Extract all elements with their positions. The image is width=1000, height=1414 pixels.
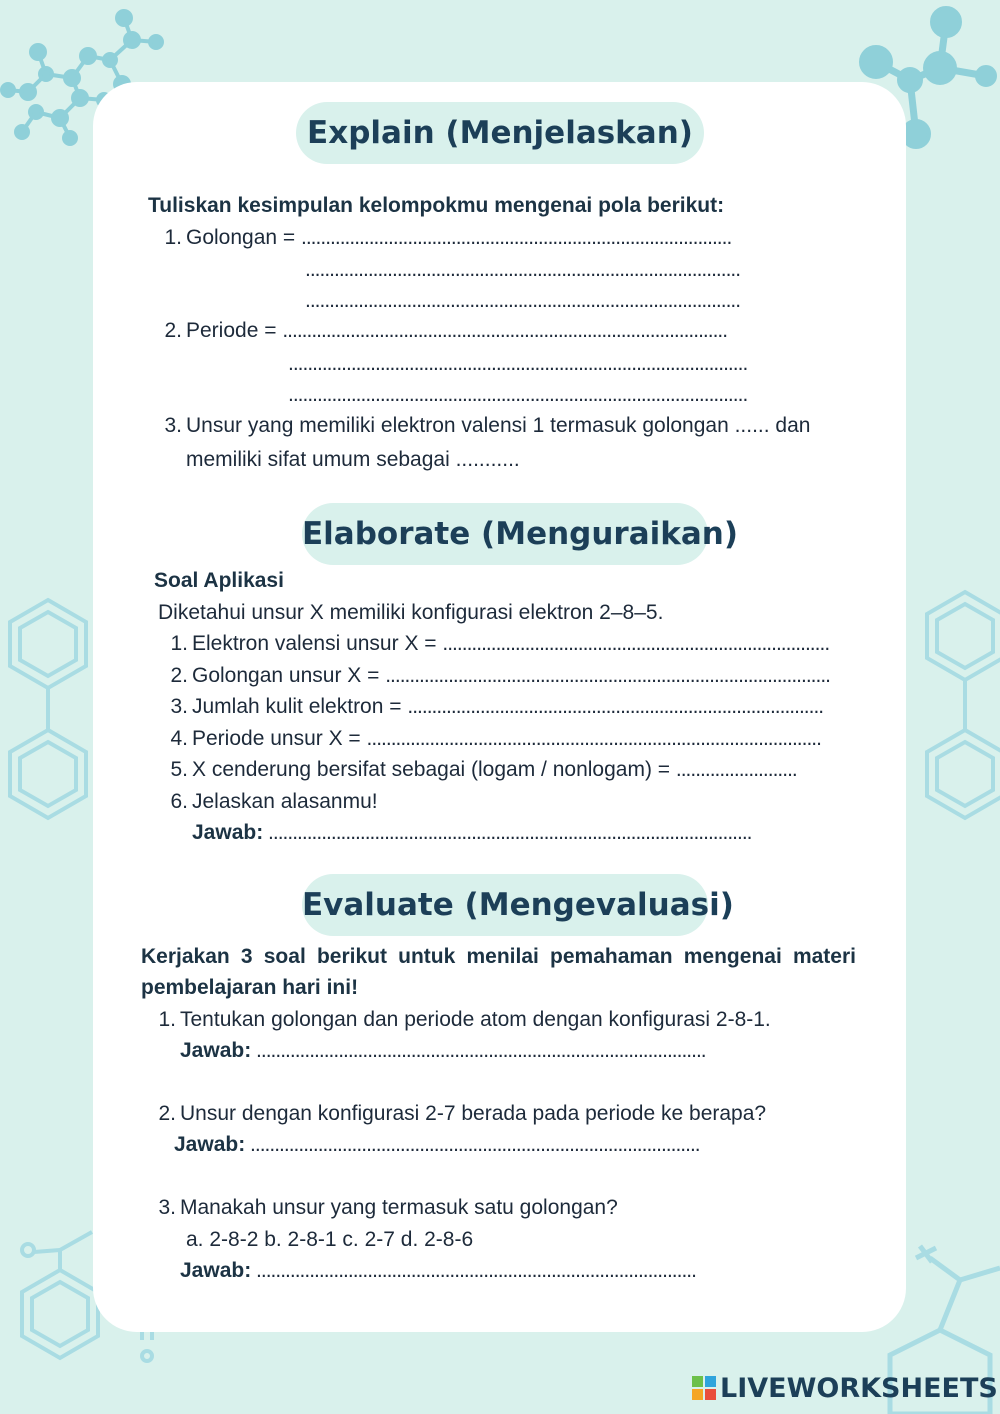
elaborate-item-3	[166, 692, 823, 722]
item-text: X cenderung bersifat sebagai (logam / nonlogam) =	[192, 758, 676, 781]
elaborate-item-1	[166, 629, 829, 659]
liveworksheets-watermark	[692, 1374, 998, 1404]
explain-item-3	[160, 411, 810, 441]
question-text: Manakah unsur yang termasuk satu golongan?	[180, 1196, 618, 1219]
answer-blank[interactable]: ............................................................................................	[282, 319, 728, 342]
elaborate-item-4	[166, 724, 821, 754]
elaborate-subtitle: Soal Aplikasi	[154, 569, 284, 592]
item-number: 4.	[170, 727, 188, 750]
evaluate-question-3-options: a. 2-8-2 b. 2-8-1 c. 2-7 d. 2-8-6	[186, 1228, 474, 1251]
elaborate-intro: Diketahui unsur X memiliki konfigurasi elektron 2–8–5.	[158, 601, 664, 624]
answer-blank[interactable]: .........................	[675, 758, 797, 781]
evaluate-instruction: Kerjakan 3 soal berikut untuk menilai pemahaman mengenai materi	[141, 945, 856, 968]
evaluate-question-3	[154, 1193, 618, 1223]
elaborate-item-6	[166, 787, 378, 817]
answer-blank[interactable]: ...........................................................................................	[251, 1259, 696, 1282]
answer-blank[interactable]: ............................................................................................	[385, 664, 830, 687]
evaluate-instruction-continued: pembelajaran hari ini!	[141, 976, 359, 999]
item-number: 2.	[164, 319, 182, 342]
answer-label: Jawab:	[174, 1133, 246, 1156]
item-number: 2.	[170, 664, 188, 687]
item-label: Periode =	[186, 319, 283, 342]
answer-blank[interactable]: ...............................................................................................	[288, 383, 748, 406]
item-number: 1.	[164, 226, 182, 249]
answer-blank[interactable]: ................................................................................	[442, 632, 830, 655]
evaluate-answer-1	[180, 1036, 706, 1066]
item-text: Elektron valensi unsur X =	[192, 632, 443, 655]
explain-item-1	[160, 223, 731, 253]
item-number: 3.	[164, 414, 182, 437]
evaluate-question-1	[154, 1005, 771, 1035]
answer-label: Jawab:	[192, 821, 264, 844]
elaborate-item-2	[166, 661, 830, 691]
item-number: 2.	[158, 1102, 176, 1125]
item-number: 1.	[170, 632, 188, 655]
question-text: Unsur dengan konfigurasi 2-7 berada pada periode ke berapa?	[180, 1102, 767, 1125]
elaborate-answer	[192, 818, 752, 848]
liveworksheets-logo-icon	[692, 1376, 716, 1400]
answer-blank[interactable]: .............................................................................................	[251, 1039, 706, 1062]
answer-label: Jawab:	[180, 1039, 252, 1062]
answer-blank[interactable]: ....................................................................................................	[263, 821, 752, 844]
answer-blank[interactable]: .........................................................................................	[301, 226, 732, 249]
item-text: Periode unsur X =	[192, 727, 367, 750]
item-number: 6.	[170, 790, 188, 813]
evaluate-heading: Evaluate (Mengevaluasi)	[302, 874, 708, 936]
watermark-text: LIVEWORKSHEETS	[720, 1373, 998, 1404]
answer-blank[interactable]: ......................................................................................	[407, 695, 824, 718]
item-text: Unsur yang memiliki elektron valensi 1 termasuk golongan ...... dan	[186, 414, 811, 437]
answer-blank[interactable]: ..........................................................................................	[305, 289, 741, 312]
elaborate-heading: Elaborate (Menguraikan)	[302, 503, 708, 565]
item-number: 5.	[170, 758, 188, 781]
evaluate-question-2	[154, 1099, 766, 1129]
elaborate-item-5	[166, 755, 797, 785]
explain-instruction: Tuliskan kesimpulan kelompokmu mengenai pola berikut:	[148, 194, 725, 217]
answer-blank[interactable]: ..........................................................................................	[305, 258, 741, 281]
item-number: 1.	[158, 1008, 176, 1031]
question-text: Tentukan golongan dan periode atom dengan konfigurasi 2-8-1.	[180, 1008, 771, 1031]
item-text: Jelaskan alasanmu!	[192, 790, 378, 813]
item-number: 3.	[170, 695, 188, 718]
item-number: 3.	[158, 1196, 176, 1219]
explain-heading: Explain (Menjelaskan)	[296, 102, 704, 164]
answer-blank[interactable]: .............................................................................................	[245, 1133, 700, 1156]
evaluate-answer-3	[180, 1256, 696, 1286]
explain-item-2	[160, 316, 727, 346]
item-label: Golongan =	[186, 226, 302, 249]
explain-item-3-continued: memiliki sifat umum sebagai ...........	[186, 448, 520, 471]
answer-label: Jawab:	[180, 1259, 252, 1282]
answer-blank[interactable]: ..............................................................................................	[366, 727, 821, 750]
item-text: Jumlah kulit elektron =	[192, 695, 408, 718]
evaluate-answer-2	[174, 1130, 700, 1160]
item-text: Golongan unsur X =	[192, 664, 386, 687]
answer-blank[interactable]: ...............................................................................................	[288, 352, 748, 375]
